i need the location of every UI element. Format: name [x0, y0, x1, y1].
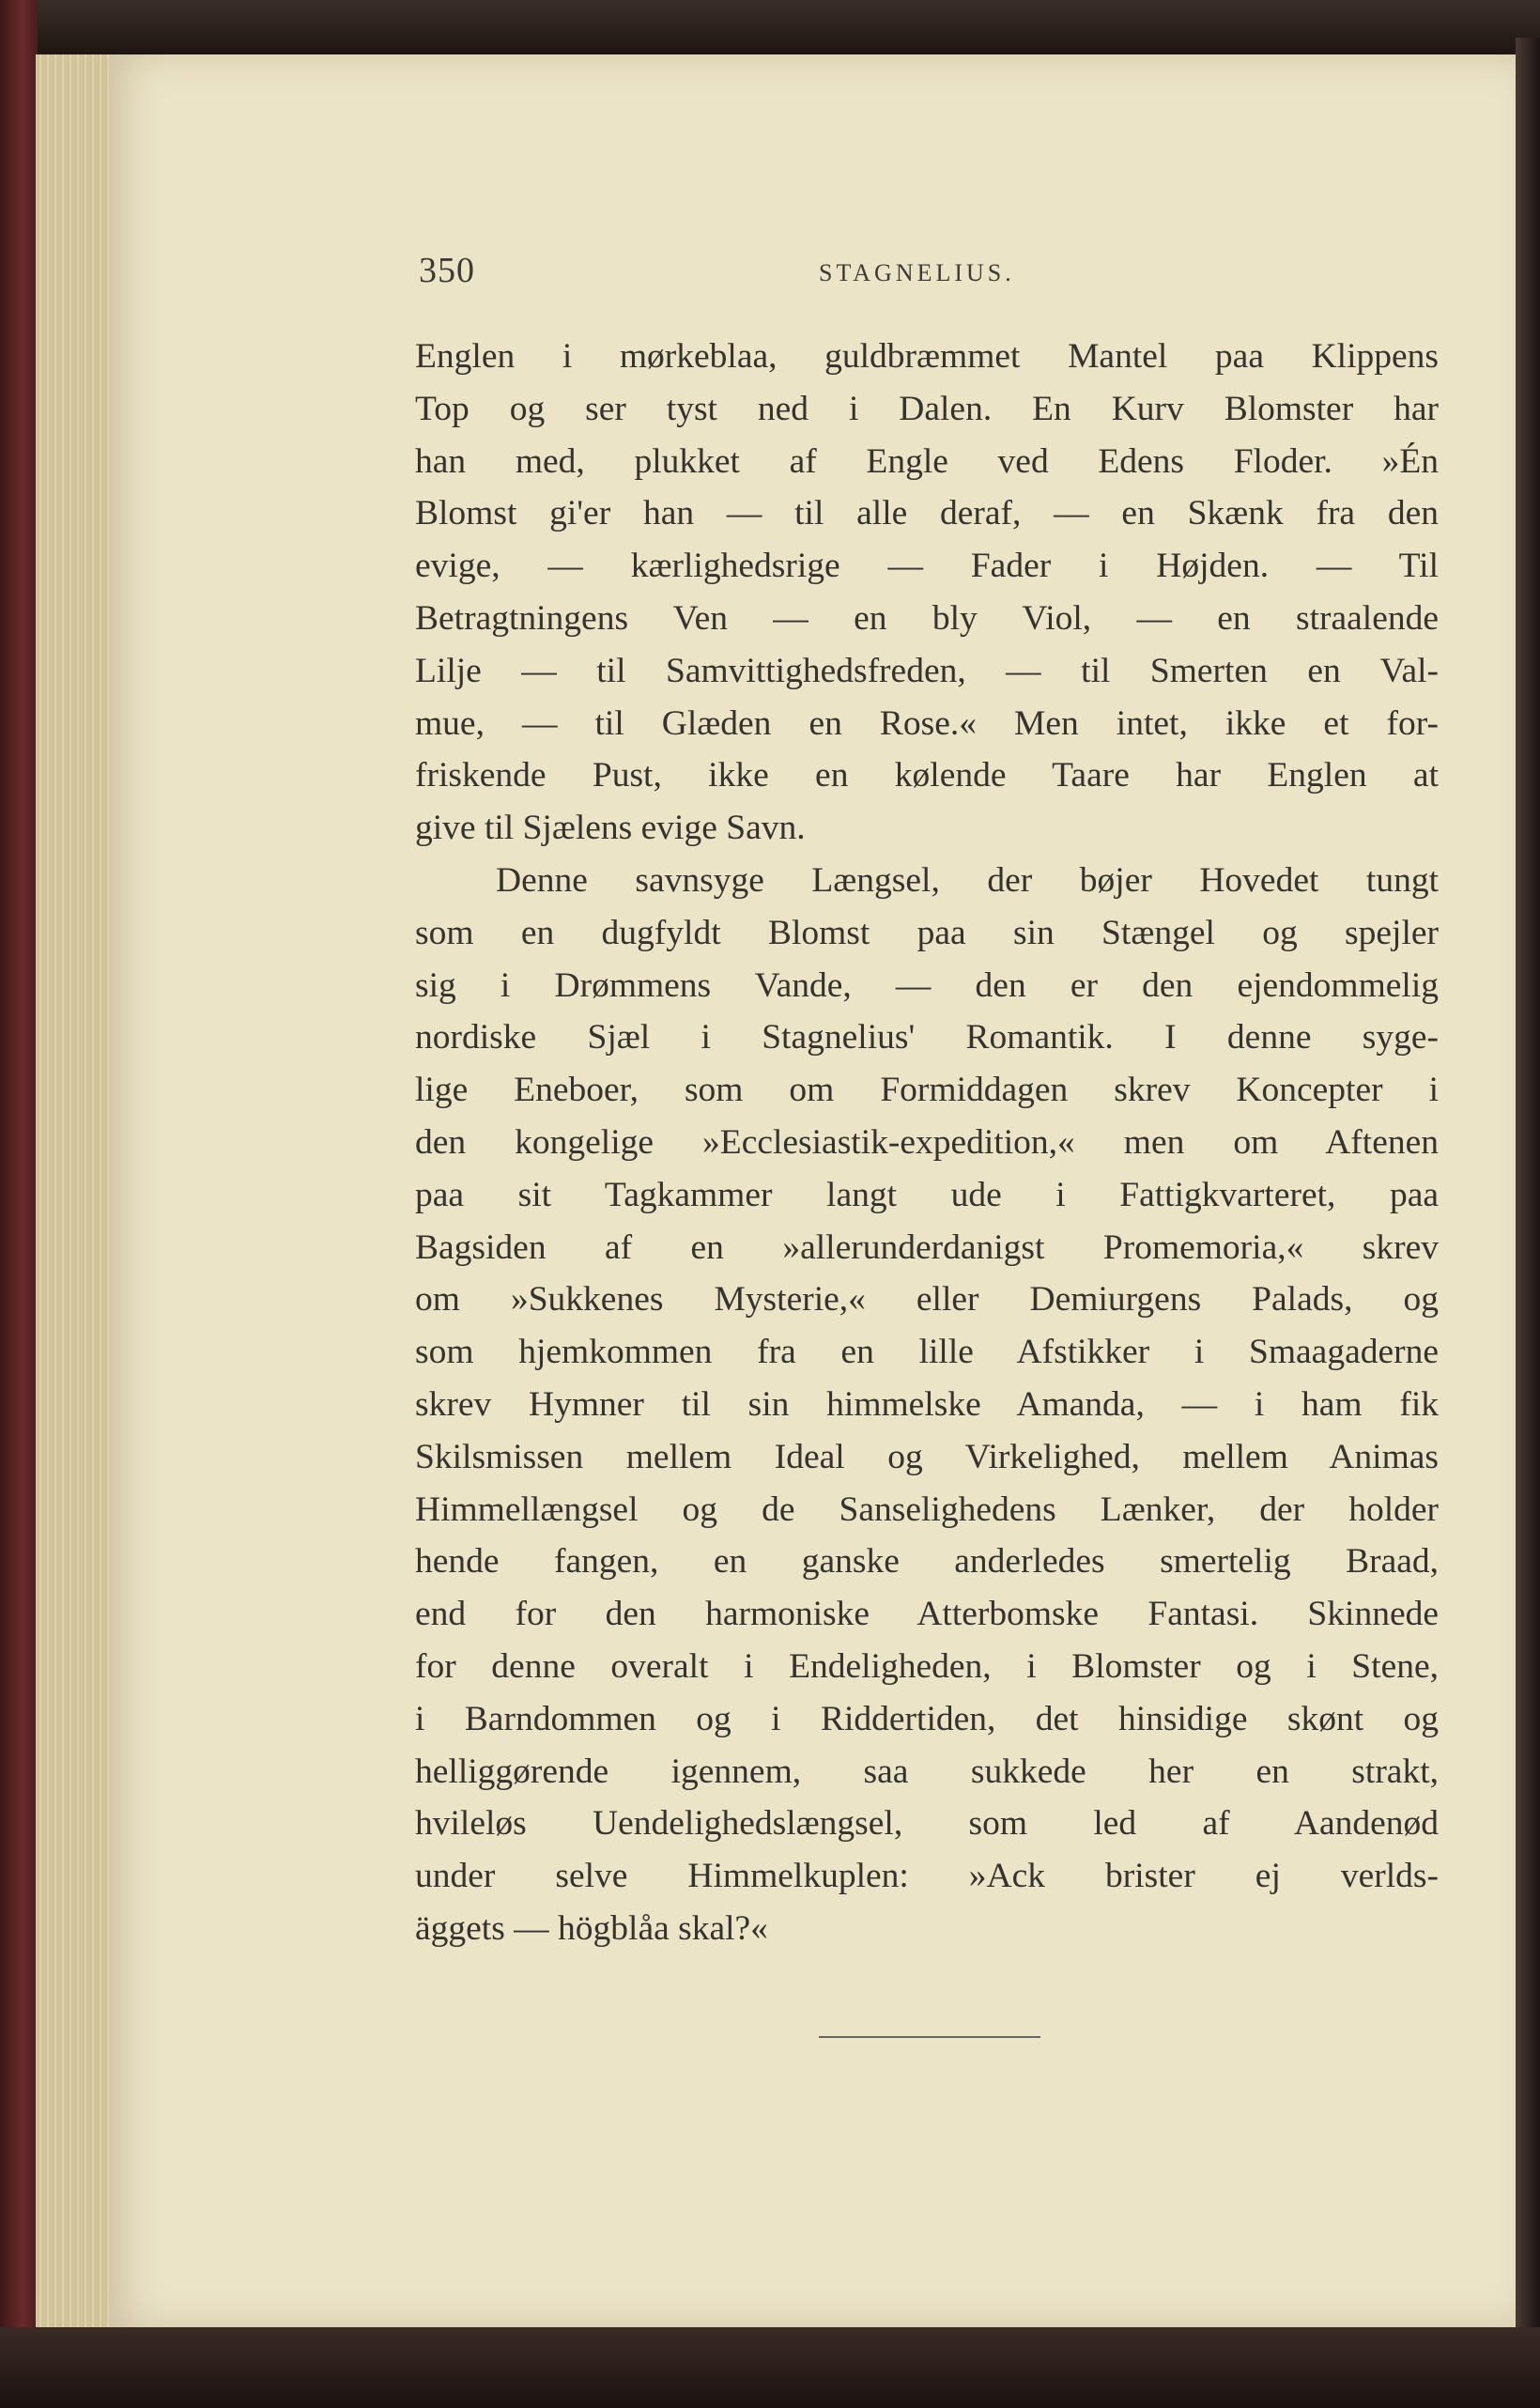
scan-right-border: [1516, 38, 1540, 2408]
text-line: om »Sukkenes Mysterie,« eller Demiurgens Palads, og: [415, 1280, 1439, 1320]
text-line: Blomst gi'er han — til alle deraf, — en Skænk fra den: [415, 494, 1439, 533]
text-line: give til Sjælens evige Savn.: [415, 809, 806, 848]
text-line: Denne savnsyge Længsel, der bøjer Hovedet tungt: [496, 860, 1439, 900]
scan-bottom-border: [0, 2327, 1540, 2408]
text-line: som hjemkommen fra en lille Afstikker i Smaagaderne: [415, 1333, 1439, 1372]
text-line: mue, — til Glæden en Rose.« Men intet, ikke et for-: [415, 703, 1439, 743]
text-line: Lilje — til Samvittighedsfreden, — til Smerten en Val-: [415, 651, 1439, 690]
text-line: äggets — högblåa skal?«: [415, 1908, 768, 1948]
body-text: [415, 331, 1439, 1955]
text-line: skrev Hymner til sin himmelske Amanda, — i ham fik: [415, 1384, 1439, 1424]
text-line: sig i Drømmens Vande, — den er den ejendommelig: [415, 965, 1439, 1005]
text-line: Top og ser tyst ned i Dalen. En Kurv Blomster har: [415, 389, 1439, 428]
text-line: Himmellængsel og de Sanselighedens Lænker, der holder: [415, 1490, 1439, 1529]
text-line: friskende Pust, ikke en kølende Taare har Englen at: [415, 756, 1439, 795]
paragraph-2: [415, 855, 1439, 1955]
book-cover-edge: [0, 0, 38, 2408]
text-line: end for den harmoniske Atterbomske Fantasi. Skinnede: [415, 1595, 1439, 1634]
page-header: [419, 246, 1442, 302]
text-line: helliggørende igennem, saa sukkede her en strakt,: [415, 1752, 1439, 1791]
text-line: Skilsmissen mellem Ideal og Virkelighed, mellem Animas: [415, 1437, 1439, 1476]
text-line: under selve Himmelkuplen: »Ack brister ej verlds-: [415, 1857, 1439, 1896]
text-line: evige, — kærlighedsrige — Fader i Højden. — Til: [415, 547, 1439, 586]
text-line: Englen i mørkeblaa, guldbræmmet Mantel paa Klippens: [415, 337, 1439, 376]
end-rule: [819, 2036, 1040, 2038]
text-line: han med, plukket af Engle ved Edens Floder. »Én: [415, 441, 1439, 481]
paragraph-1: [415, 331, 1439, 855]
text-line: den kongelige »Ecclesiastik-expedition,« men om Aftenen: [415, 1122, 1439, 1162]
text-line: i Barndommen og i Riddertiden, det hinsidige skønt og: [415, 1699, 1439, 1738]
text-line: Betragtningens Ven — en bly Viol, — en straalende: [415, 598, 1439, 638]
text-line: som en dugfyldt Blomst paa sin Stængel og spejler: [415, 913, 1439, 952]
scan-top-border: [0, 0, 1540, 56]
text-line: hende fangen, en ganske anderledes smertelig Braad,: [415, 1542, 1439, 1582]
page-number: 350: [419, 251, 475, 290]
text-line: nordiske Sjæl i Stagnelius' Romantik. I denne syge-: [415, 1018, 1439, 1057]
page-edges: [36, 54, 112, 2327]
text-line: hvileløs Uendelighedslængsel, som led af Aandenød: [415, 1804, 1439, 1844]
text-line: lige Eneboer, som om Formiddagen skrev Koncepter i: [415, 1071, 1439, 1110]
running-head: STAGNELIUS.: [819, 259, 1015, 286]
text-line: Bagsiden af en »allerunderdanigst Promemoria,« skrev: [415, 1227, 1439, 1267]
text-line: for denne overalt i Endeligheden, i Blomster og i Stene,: [415, 1646, 1439, 1686]
text-line: paa sit Tagkammer langt ude i Fattigkvarteret, paa: [415, 1175, 1439, 1214]
